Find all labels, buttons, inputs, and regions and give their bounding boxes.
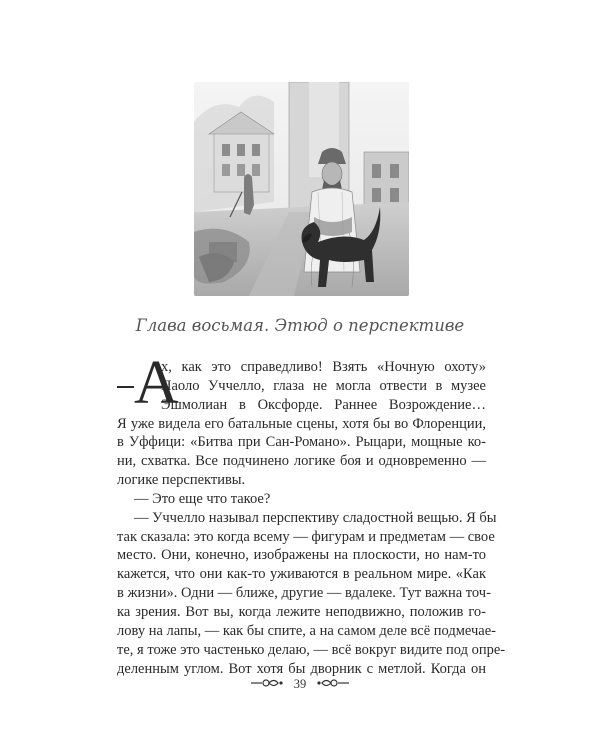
paragraph-1-start <box>117 349 486 417</box>
body-text <box>117 349 506 678</box>
text-line: те, я тоже это частенько делаю, — всё вокруг видите под опре- <box>117 641 506 658</box>
text-line: ни, схватка. Все подчинено логике боя и одновременно — <box>117 453 486 470</box>
text-line: Я уже видела его батальные сцены, хотя бы во Флоренции, <box>117 415 486 432</box>
page-folio <box>0 677 600 692</box>
text-line: х, как это справедливо! Взять «Ночную охоту» <box>161 359 486 375</box>
text-line: — Уччелло называл перспективу сладостной вещью. Я бы <box>134 509 497 526</box>
text-line: ка зрения. Вот вы, когда лежите неподвижно, положив го- <box>117 603 486 620</box>
text-line: Паоло Уччелло, глаза не могла отвести в музее <box>161 377 486 394</box>
left-ornament-icon <box>250 677 284 692</box>
text-line: место. Они, конечно, изображены на плоскости, но нам-то <box>117 547 486 564</box>
drop-cap-letter: А <box>134 349 179 417</box>
text-line: в жизни». Одни — ближе, другие — вдалеке. Тут важна точ- <box>117 585 491 602</box>
text-line: логике перспективы. <box>117 472 246 489</box>
right-ornament-icon <box>316 677 350 692</box>
text-line: кажется, что они как-то уживаются в реальном мире. «Как <box>117 566 486 583</box>
chapter-title: Глава восьмая. Этюд о перспективе <box>135 316 465 335</box>
text-line: в Уффици: «Битва при Сан-Романо». Рыцари, мощные ко- <box>117 434 486 451</box>
dash-mark <box>117 386 134 388</box>
text-line: деленным углом. Вот хотя бы дворник с метлой. Когда он <box>117 660 486 677</box>
text-line: лову на лапы, — как бы спите, а на самом деле всё подмечае- <box>117 622 497 639</box>
text-line: — Это еще что такое? <box>134 490 271 507</box>
page-number: 39 <box>293 677 307 691</box>
drop-cap <box>117 349 179 417</box>
text-line: Эшмолиан в Оксфорде. Раннее Возрождение… <box>161 396 486 413</box>
text-line: так сказала: это когда всему — фигурам и предметам — свое <box>117 528 495 545</box>
chapter-illustration <box>194 82 409 296</box>
